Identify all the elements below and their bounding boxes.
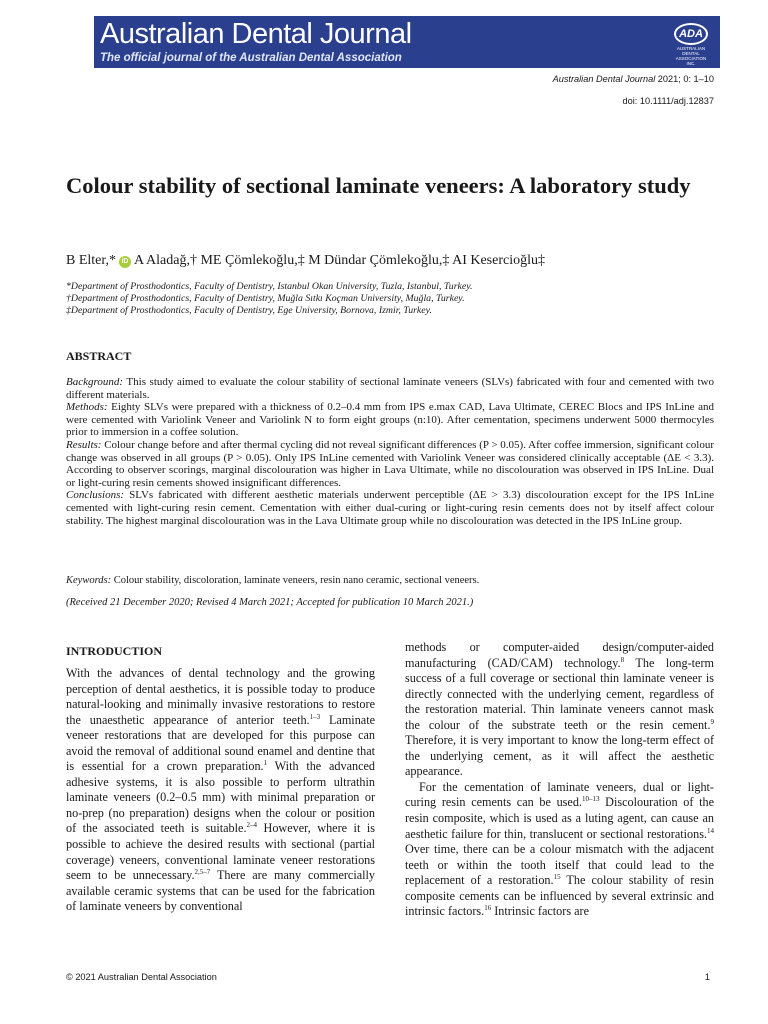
citation-ref[interactable]: 14 [707,826,714,835]
citation-ref[interactable]: 15 [553,873,561,882]
paragraph-text: Discolouration of the resin composite, which is used as a luting agent, can cause an aesthetic failure for thin, translucent or sectional restorations. [405,795,714,841]
intro-paragraph [405,640,714,780]
background-label: Background: [66,376,124,388]
affiliation: †Department of Prosthodontics, Faculty of Dentistry, Muğla Sıtkı Koçman University, Muğla, Turkey. [66,293,465,304]
orcid-icon[interactable]: iD [119,256,131,268]
conclusions-text: SLVs fabricated with different aesthetic materials underwent perceptible (ΔE > 3.3) discolouration except for the IPS InLine cemented with light-curing resin cement. Cementation with either dual-curing or light-curing resin cements does not by itself affect colour stability. The highest marginal discolouration was in the Lava Ultimate group while no discolouration was detected in the IPS InLine group. [66,489,714,527]
article-title: Colour stability of sectional laminate veneers: A laboratory study [66,173,691,198]
paragraph-text: Over time, there can be a colour mismatch with the adjacent teeth or within the tooth itself that could lead to the replacement of a restoration. [405,842,714,888]
abstract-body [66,376,714,527]
citation-ref[interactable]: 9 [710,717,714,726]
conclusions-label: Conclusions: [66,489,125,502]
abstract-methods [66,401,714,439]
paragraph-text: For the cementation of laminate veneers, dual or light-curing resin cements can be used. [405,779,714,810]
abstract-conclusions [66,489,714,527]
results-text: Colour change before and after thermal cycling did not reveal significant differences (P > 0.05). After coffee immersion, significant colour change was observed in all groups (P > 0.05). Only IPS InLine cemented with Variolink Veneer was considered clinically acceptable (ΔE < 3.3). According to observer scorings, marginal discolouration was higher in Lava Ultimate, while no discolouration was observed in IPS InLine. Dual or light-curing resin cements showed insignificant differences. [66,438,714,489]
author-list [66,253,545,269]
affiliation: *Department of Prosthodontics, Faculty of Dentistry, Istanbul Okan University, Tuzla, Istanbul, Turkey. [66,281,473,292]
abstract-heading: ABSTRACT [66,349,132,363]
citation-ref[interactable]: 1–3 [309,712,321,721]
citation-ref[interactable]: 8 [620,655,625,664]
introduction-heading: INTRODUCTION [66,644,163,658]
left-column [66,666,375,915]
paragraph-text: Intrinsic factors are [491,904,589,919]
page-number: 1 [704,972,710,982]
doi[interactable]: doi: 10.1111/adj.12837 [622,96,714,106]
citation-ref[interactable]: 2–4 [246,821,257,830]
paragraph-text: With the advances of dental technology and the growing perception of dental aesthetics, it is possible today to produce natural-looking and minimally invasive restorations to restore the unaesthetic appearance of anterior teeth. [66,666,375,727]
abstract-background [66,376,714,401]
keywords [66,575,714,586]
received-dates: (Received 21 December 2020; Revised 4 March 2021; Accepted for publication 10 March 2021.) [66,597,474,608]
keywords-label: Keywords: [66,575,112,586]
copyright: © 2021 Australian Dental Association [66,972,217,982]
paragraph-text: With the advanced adhesive systems, it is also possible to perform ultrathin laminate veneers (0.2–0.5 mm) with minimal preparation or no-prep (no preparation) designs when the colour or position of the associated teeth is suitable. [66,759,376,836]
co-authors: A Aladağ,† ME Çömlekoğlu,‡ M Dündar Çömlekoğlu,‡ AI Kesercioğlu‡ [133,253,545,268]
journal-name: Australian Dental Journal [100,18,412,50]
background-text: This study aimed to evaluate the colour stability of sectional laminate veneers (SLVs) fabricated with four and cemented with two different materials. [66,376,714,401]
paragraph-text: There are many commercially available ceramic systems that can be used for the fabrication of laminate veneers by conventional [66,868,375,914]
keywords-text: Colour stability, discoloration, laminate veneers, resin nano ceramic, sectional veneers. [111,575,480,586]
intro-paragraph [66,666,375,915]
paragraph-text: The colour stability of resin composite cements can be influenced by several extrinsic and intrinsic factors. [405,873,714,919]
citation-ref[interactable]: 2,5–7 [194,868,211,877]
methods-label: Methods: [66,401,108,414]
citation-ref[interactable]: 16 [484,904,492,913]
first-author: B Elter,* [66,253,116,268]
paragraph-text: Therefore, it is very important to know the long-term effect of the underlying cement, as it will affect the aesthetic appearance. [405,733,714,779]
abstract-results [66,439,714,489]
citation-details: 2021; 0: 1–10 [657,74,714,84]
journal-banner [94,16,720,68]
citation-ref[interactable]: 10–13 [581,795,600,804]
right-column [405,640,714,920]
citation-line [553,74,714,84]
ada-logo [672,23,710,66]
paragraph-text: The long-term success of a full coverage or sectional thin laminate veneer is directly connected with the underlying cement, regardless of the restoration material. Thin laminate veneers cannot mask the colour of the substrate teeth or the resin cement. [405,655,714,732]
paragraph-text: Laminate veneer restorations that are developed for this purpose can avoid the removal of additional sound enamel and dentine that is essential for a crown preparation. [66,712,375,774]
affiliation: ‡Department of Prosthodontics, Faculty of Dentistry, Ege University, Bornova, Izmir, Turkey. [66,305,432,316]
paragraph-text: methods or computer-aided design/computer-aided manufacturing (CAD/CAM) technology. [405,640,714,670]
intro-paragraph [405,780,714,920]
affiliations [66,281,472,317]
paragraph-text: However, where it is possible to achieve the desired results with sectional (partial coverage) veneers, conventional laminate veneer restorations seem to be unnecessary. [66,821,375,883]
results-label: Results: [66,438,102,451]
citation-ref[interactable]: 1 [263,759,268,768]
ada-logo-mark: ADA [674,23,708,45]
methods-text: Eighty SLVs were prepared with a thickness of 0.2–0.4 mm from IPS e.max CAD, Lava Ultimate, CEREC Blocs and IPS InLine and were cemented with Variolink Veneer and Variolink N to form eight groups (n:10). After cementation, specimens underwent 5000 thermocyles prior to immersion in a coffee solution. [66,401,714,439]
ada-logo-caption: AUSTRALIAN DENTAL ASSOCIATION INC. [675,46,707,66]
citation-journal: Australian Dental Journal [552,74,656,84]
journal-subtitle: The official journal of the Australian Dental Association [100,52,402,64]
